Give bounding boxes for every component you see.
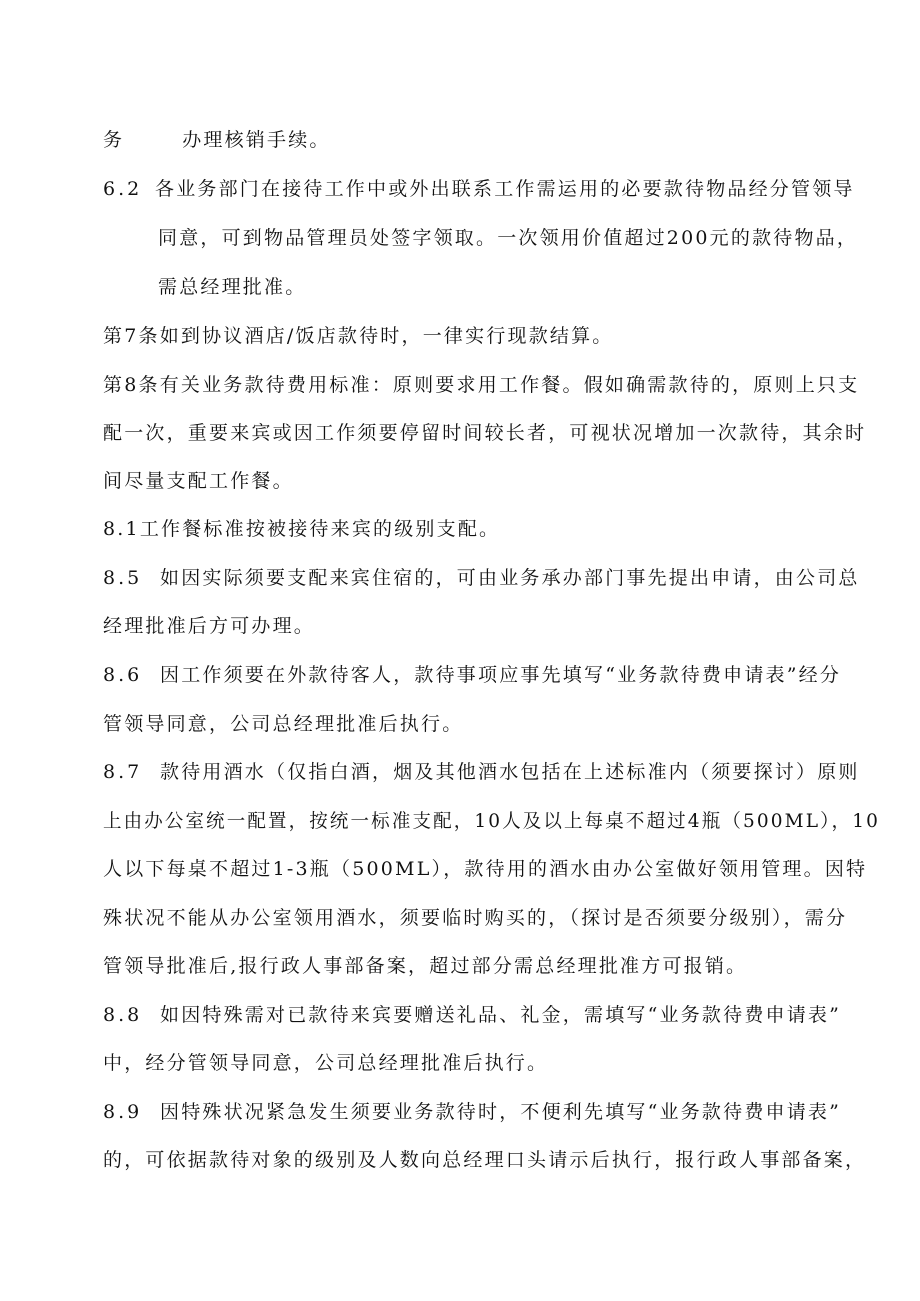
paragraph-line [158,226,858,250]
clause-8-5 [103,566,860,590]
clause-number: 8.6 [103,664,143,686]
line-text: 人以下每桌不超过1-3瓶（500ML），款待用的酒水由办公室做好领用管理。因特 [103,858,868,880]
clause-number: 8.9 [103,1101,143,1123]
line-text: 第7条如到协议酒店/饭店款待时，一律实行现款结算。 [103,325,614,347]
line-text: 款待用酒水（仅指白酒，烟及其他酒水包括在上述标准内（须要探讨）原则 [160,761,860,783]
clause-8-6 [103,663,841,687]
line-text: 因工作须要在外款待客人，款待事项应事先填写“业务款待费申请表”经分 [160,664,842,686]
clause-number: 8.8 [103,1004,143,1026]
clause-8-9 [103,1100,841,1124]
clause-8-1 [103,517,500,541]
line-text: 的，可依据款待对象的级别及人数向总经理口头请示后执行，报行政人事部备案， [103,1149,867,1171]
paragraph-line [103,614,315,638]
paragraph-line [103,469,294,493]
line-text: 管领导批准后,报行政人事部备案，超过部分需总经理批准方可报销。 [103,955,748,977]
clause-8-7 [103,760,860,784]
line-text: 殊状况不能从办公室领用酒水，须要临时购买的，（探讨是否须要分级别），需分 [103,907,848,929]
paragraph-line [103,809,880,833]
line-text: 间尽量支配工作餐。 [103,470,294,492]
paragraph-line [158,275,306,299]
paragraph-line [103,128,331,152]
line-text: 同意，可到物品管理员处签字领取。一次领用价值超过200元的款待物品， [158,227,859,249]
line-text: 需总经理批准。 [158,276,307,298]
line-text: 如因特殊需对已款待来宾要赠送礼品、礼金，需填写“业务款待费申请表” [160,1004,842,1026]
line-text: 管领导同意，公司总经理批准后执行。 [103,713,464,735]
paragraph-line [103,1148,866,1172]
paragraph-line [103,954,747,978]
clause-6-2 [103,177,855,201]
line-text: 中，经分管领导同意，公司总经理批准后执行。 [103,1052,549,1074]
line-text: 8.1工作餐标准按被接待来宾的级别支配。 [103,518,501,540]
paragraph-line [103,857,867,881]
paragraph-line [103,906,847,930]
clause-8-8 [103,1003,841,1027]
paragraph-line [103,1051,548,1075]
paragraph-line [103,712,463,736]
clause-number: 8.5 [103,567,143,589]
line-text: 如因实际须要支配来宾住宿的，可由业务承办部门事先提出申请，由公司总 [160,567,860,589]
clause-number: 8.7 [103,761,143,783]
line-text: 第8条有关业务款待费用标准：原则要求用工作餐。假如确需款待的，原则上只支 [103,374,860,396]
clause-number: 6.2 [103,178,143,200]
article-7 [103,324,614,348]
line-text: 因特殊状况紧急发生须要业务款待时，不便利先填写“业务款待费申请表” [160,1101,842,1123]
line-text: 办理核销手续。 [182,129,331,151]
article-8 [103,373,859,397]
line-text: 配一次，重要来宾或因工作须要停留时间较长者，可视状况增加一次款待，其余时 [103,422,867,444]
line-text: 各业务部门在接待工作中或外出联系工作需运用的必要款待物品经分管领导 [155,178,855,200]
line-text: 经理批准后方可办理。 [103,615,316,637]
line-prefix: 务 [103,129,125,151]
paragraph-line [103,421,866,445]
line-text: 上由办公室统一配置，按统一标准支配，10人及以上每桌不超过4瓶（500ML），10 [103,810,880,832]
